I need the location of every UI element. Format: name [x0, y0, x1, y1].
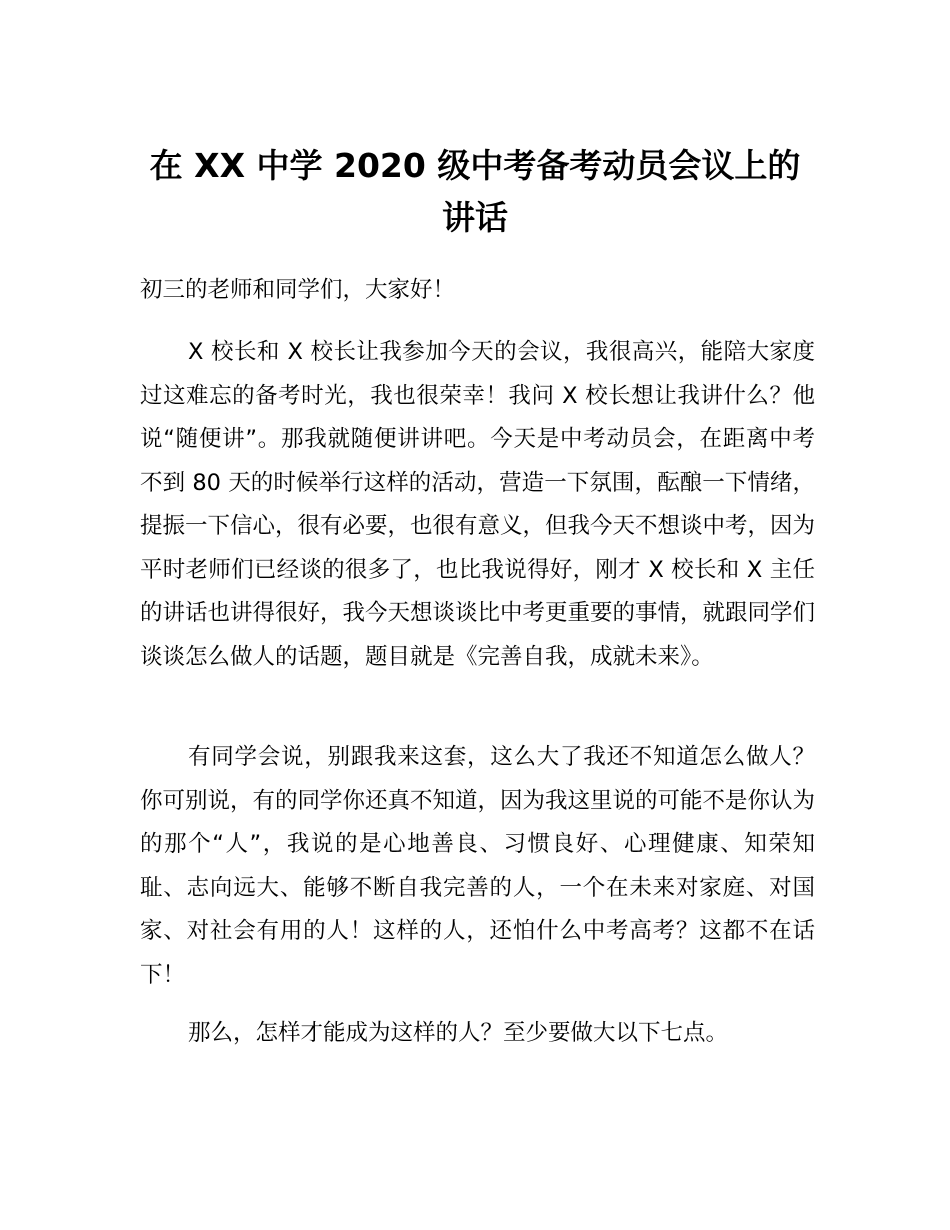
- paragraph-3: 那么，怎样才能成为这样的人？至少要做大以下七点。: [188, 1020, 729, 1046]
- greeting-line: 初三的老师和同学们，大家好！: [140, 277, 456, 303]
- paragraph-1: X 校长和 X 校长让我参加今天的会议，我很高兴，能陪大家度过这难忘的备考时光，我也很荣幸！我问 X 校长想让我讲什么？他说“随便讲”。那我就随便讲讲吧。今天是中考动员会，在距离中考不到 80 天的时候举行这样的活动，营造一下氛围，酝酿一下情绪，提振一下信心，很有必要，也很有意义，但我今天不想谈中考，因为平时老师们已经谈的很多了，也比我说得好，刚才 X 校长和 X 主任的讲话也讲得很好，我今天想谈谈比中考更重要的事情，就跟同学们谈谈怎么做人的话题，题目就是《完善自我，成就未来》。: [140, 339, 816, 670]
- document-title: 在 XX 中学 2020 级中考备考动员会议上的讲话: [149, 146, 801, 237]
- paragraph-2: 有同学会说，别跟我来这套，这么大了我还不知道怎么做人？你可别说，有的同学你还真不知道，因为我这里说的可能不是你认为的那个“人”，我说的是心地善良、习惯良好、心理健康、知荣知耻、志向远大、能够不断自我完善的人，一个在未来对家庭、对国家、对社会有用的人！这样的人，还怕什么中考高考？这都不在话下！: [140, 744, 816, 988]
